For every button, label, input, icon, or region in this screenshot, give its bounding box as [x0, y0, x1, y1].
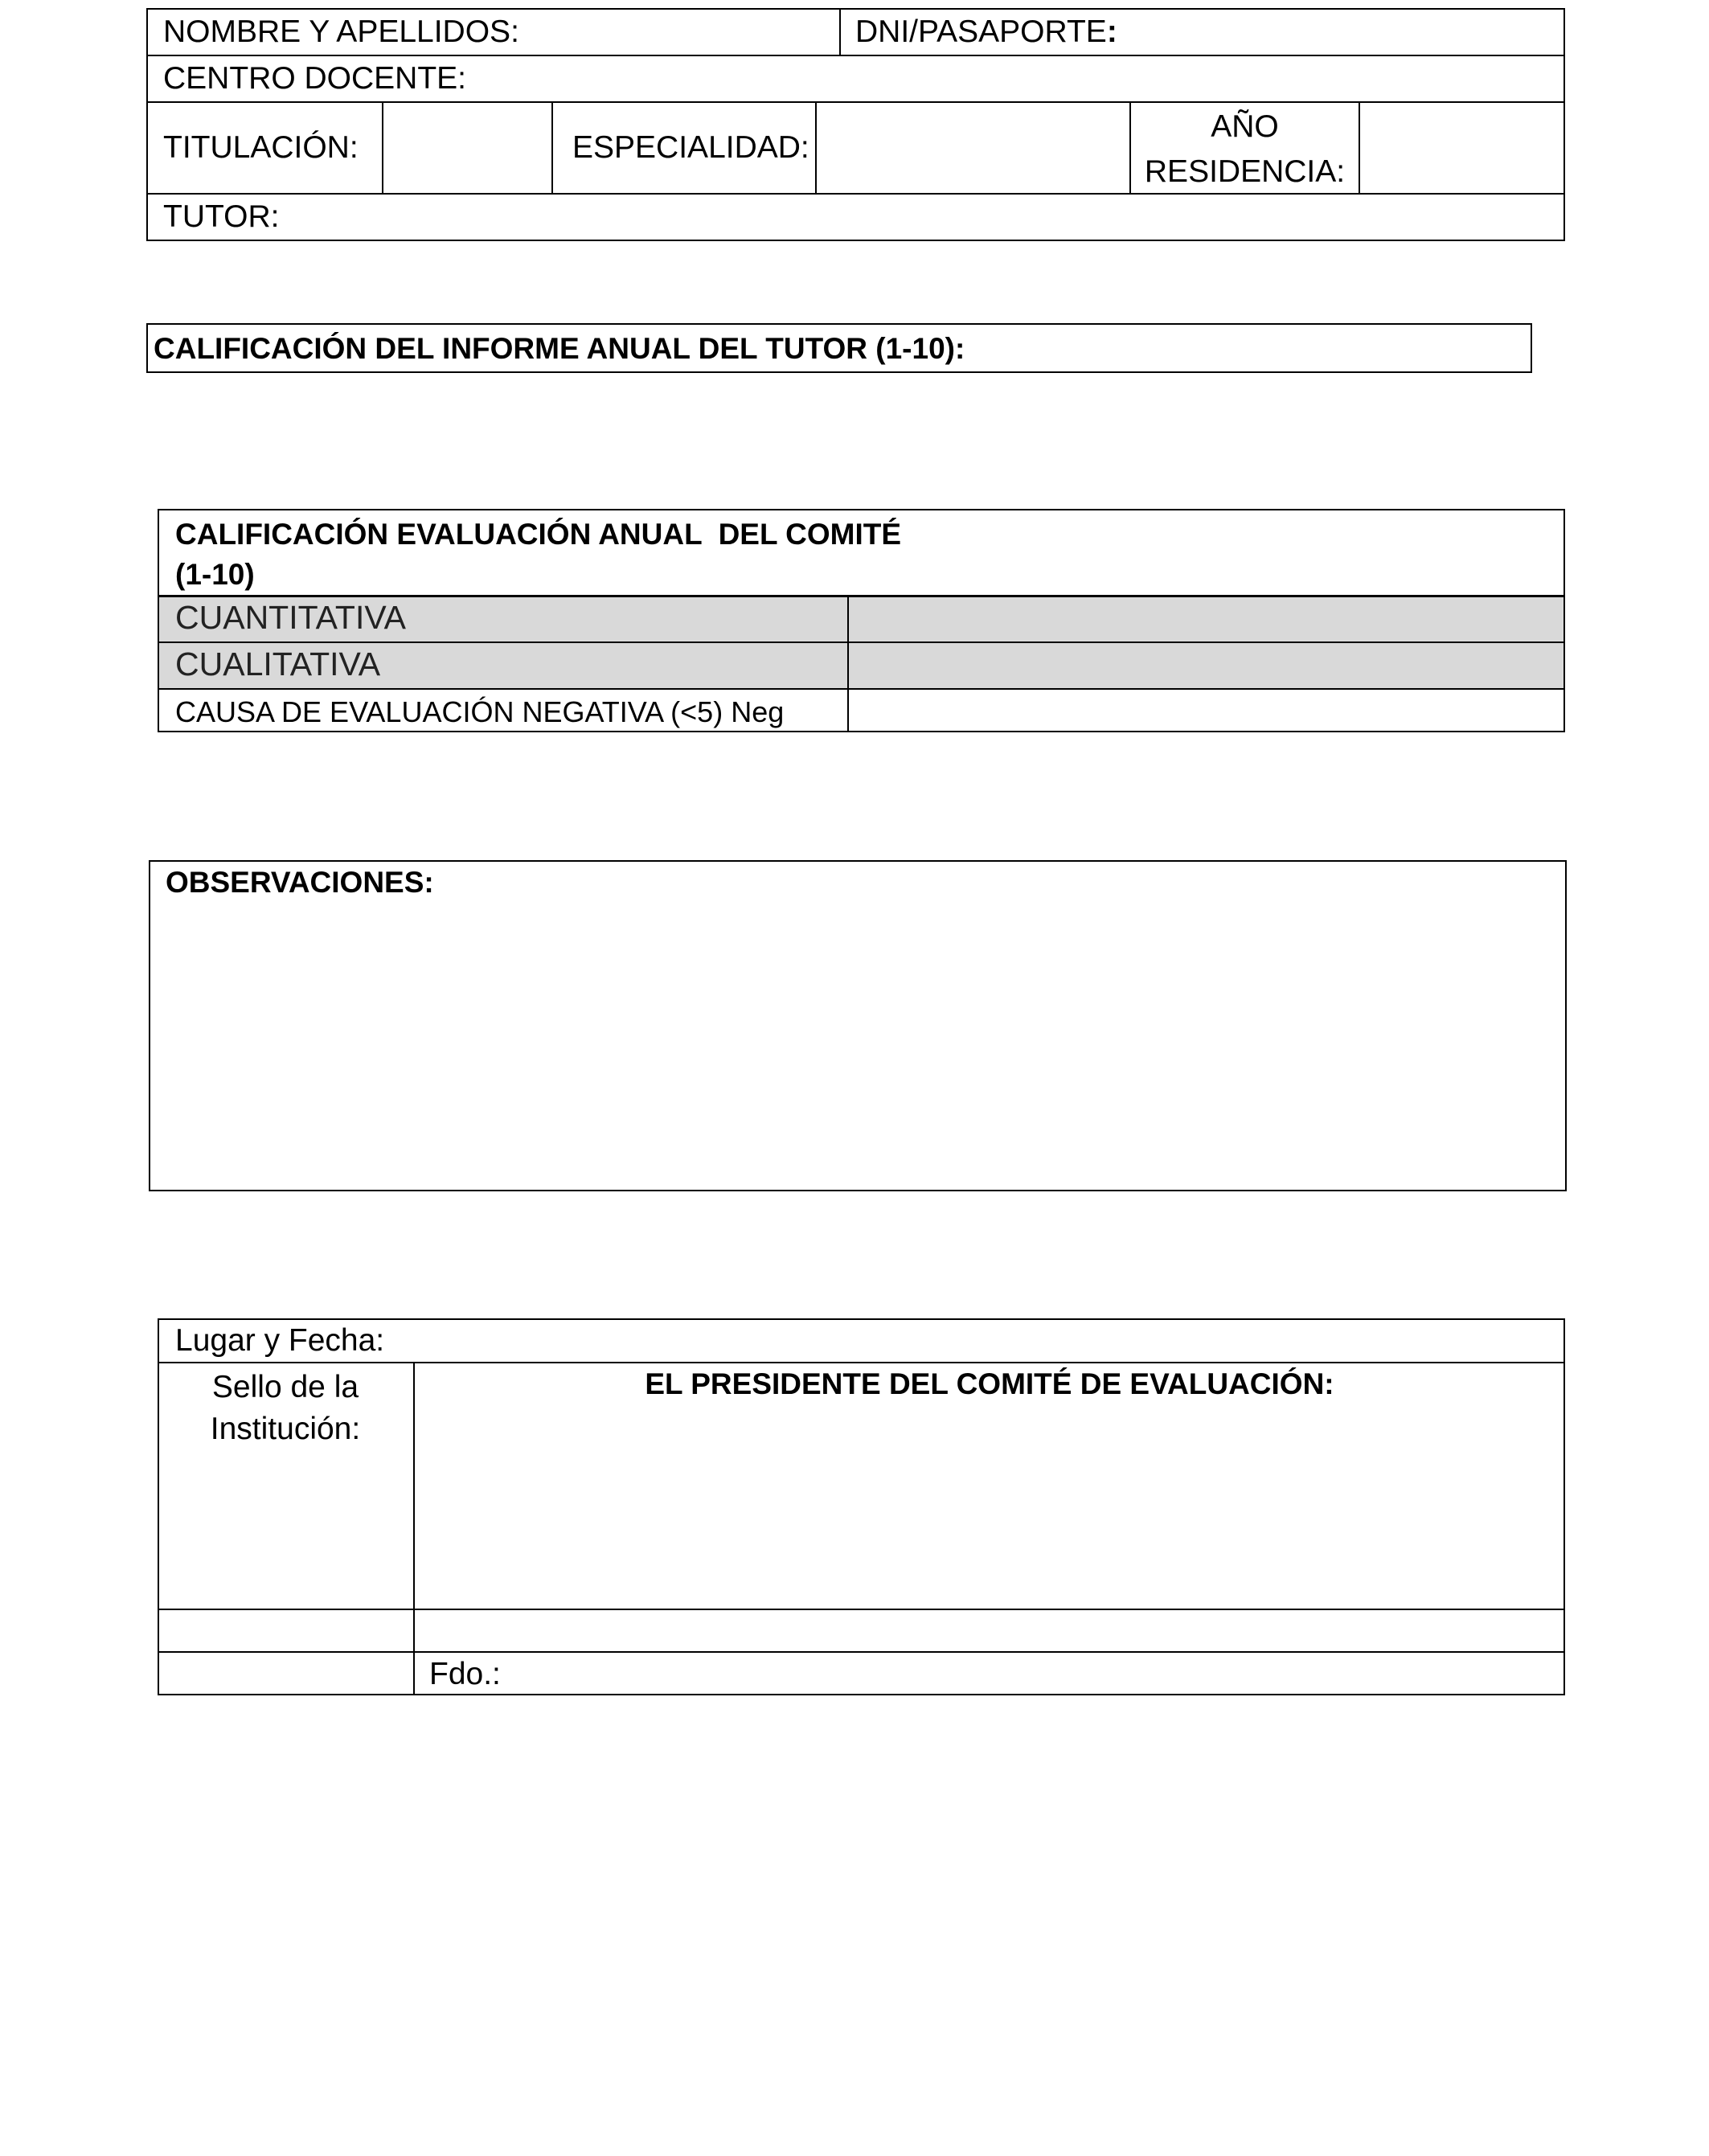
evaluacion-row-divider	[158, 688, 1565, 690]
anio-residencia-field[interactable]	[1361, 103, 1564, 191]
cuantitativa-label: CUANTITATIVA	[175, 599, 406, 636]
firma-row-divider	[158, 1362, 1565, 1363]
fdo-field[interactable]	[514, 1654, 1559, 1692]
firma-row-divider	[158, 1651, 1565, 1653]
tutor-field[interactable]	[289, 195, 1559, 240]
titulacion-field[interactable]	[384, 103, 550, 191]
fdo-label: Fdo.:	[429, 1657, 501, 1691]
sello-institucion-label	[159, 1367, 412, 1450]
centro-docente-label: CENTRO DOCENTE:	[163, 61, 467, 96]
dni-label: DNI/PASAPORTE:	[855, 14, 1117, 49]
firma-row-divider	[158, 1609, 1565, 1610]
evaluacion-comite-title-line1: CALIFICACIÓN EVALUACIÓN ANUAL DEL COMITÉ	[175, 518, 902, 551]
dni-field[interactable]	[1125, 10, 1559, 53]
lugar-fecha-label: Lugar y Fecha:	[175, 1323, 385, 1358]
cualitativa-value[interactable]	[850, 645, 1562, 687]
centro-docente-field[interactable]	[466, 56, 1559, 100]
anio-label-line1: AÑO	[1211, 109, 1279, 144]
header-col-divider	[815, 101, 817, 193]
firma-col-divider	[413, 1362, 415, 1695]
anio-label-line2: RESIDENCIA:	[1144, 154, 1346, 189]
causa-negativa-value[interactable]	[850, 691, 1562, 730]
lugar-fecha-field[interactable]	[386, 1320, 1561, 1360]
signature-area[interactable]	[418, 1415, 1559, 1605]
presidente-label: EL PRESIDENTE DEL COMITÉ DE EVALUACIÓN:	[645, 1367, 1334, 1400]
nombre-field[interactable]	[514, 10, 836, 53]
anio-residencia-label	[1131, 105, 1359, 195]
evaluacion-comite-title-line2: (1-10)	[175, 558, 255, 591]
informe-tutor-field[interactable]	[932, 326, 1527, 371]
sello-line2: Institución:	[210, 1412, 361, 1446]
header-col-divider	[839, 8, 841, 55]
especialidad-field[interactable]	[818, 103, 1128, 191]
observaciones-label: OBSERVACIONES:	[166, 866, 434, 899]
informe-tutor-label: CALIFICACIÓN DEL INFORME ANUAL DEL TUTOR (1-10):	[154, 332, 965, 365]
header-col-divider	[551, 101, 553, 193]
header-col-divider	[1359, 101, 1360, 193]
sello-line1: Sello de la	[211, 1370, 359, 1404]
causa-negativa-label: CAUSA DE EVALUACIÓN NEGATIVA (<5) Neg	[175, 695, 785, 728]
evaluacion-comite-title	[175, 514, 901, 595]
observaciones-field[interactable]	[153, 908, 1563, 1187]
header-col-divider	[382, 101, 383, 193]
cualitativa-label: CUALITATIVA	[175, 646, 381, 682]
cuantitativa-value[interactable]	[850, 598, 1562, 640]
especialidad-label: ESPECIALIDAD:	[572, 130, 809, 165]
evaluacion-col-divider	[847, 595, 849, 732]
titulacion-label: TITULACIÓN:	[163, 130, 359, 165]
nombre-label: NOMBRE Y APELLIDOS:	[163, 14, 519, 49]
tutor-label: TUTOR:	[163, 199, 280, 234]
